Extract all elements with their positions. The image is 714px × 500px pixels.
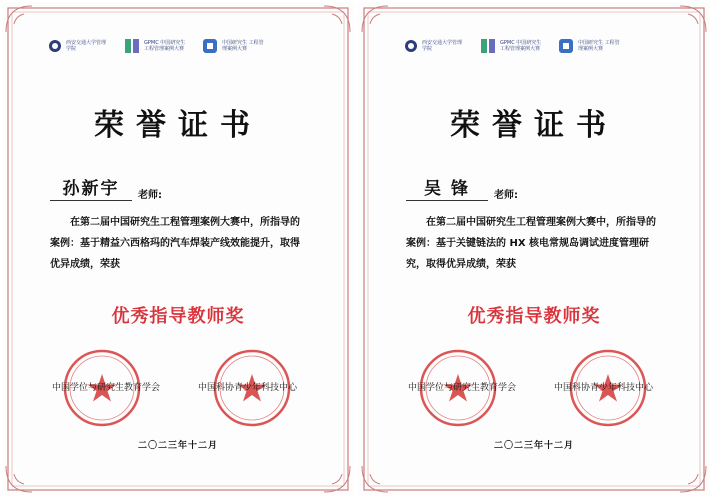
gpmc-emblem-icon [124,38,140,54]
issuer-1: 中国学位与研究生教育学会 [52,383,161,393]
issue-date: 二〇二三年十二月 [493,441,574,451]
contest-logo [558,38,622,54]
teacher-label: 老师: [494,190,518,201]
contest-logo-text: 中国研究生 工程管理案例大赛 [578,40,620,52]
certificate-body: 在第二届中国研究生工程管理案例大赛中，所指导的案例：基于精益六西格玛的汽车焊装产线效能提升，取得优异成绩，荣获 [50,217,300,270]
contest-emblem-icon [202,38,218,54]
contest-logo [202,38,266,54]
contest-logo-text: 中国研究生 工程管理案例大赛 [222,40,264,52]
gpmc-emblem-icon [480,38,496,54]
recipient-name: 吴 锋 [406,174,488,201]
certificate-title: 荣誉证书 [94,108,262,143]
issue-date: 二〇二三年十二月 [137,441,218,451]
award-title: 优秀指导教师奖 [111,306,245,327]
gpmc-logo [480,38,544,54]
university-logo [404,39,466,53]
certificate-left [2,2,354,496]
certificate-body: 在第二届中国研究生工程管理案例大赛中，所指导的案例：基于关键链法的 HX 核电常规岛调试进度管理研究，取得优异成绩，荣获 [406,217,656,270]
university-logo-text: 西安交通大学管理学院 [422,40,463,52]
award-title: 优秀指导教师奖 [467,306,601,327]
issuer-2: 中国科协青少年科技中心 [198,383,298,393]
university-logo-text: 西安交通大学管理学院 [66,40,107,52]
recipient-row [406,174,518,201]
university-emblem-icon [48,39,62,53]
recipient-row [50,174,162,201]
contest-emblem-icon [558,38,574,54]
teacher-label: 老师: [138,190,162,201]
logo-row [48,38,266,54]
gpmc-logo-text: GPMC 中国研究生工程管理案例大赛 [500,40,542,52]
issuer-2: 中国科协青少年科技中心 [554,383,654,393]
certificate-title: 荣誉证书 [450,108,618,143]
gpmc-logo-text: GPMC 中国研究生工程管理案例大赛 [144,40,186,52]
university-logo [48,39,110,53]
recipient-name: 孙新宇 [50,174,132,201]
gpmc-logo [124,38,188,54]
certificate-right [358,2,710,496]
university-emblem-icon [404,39,418,53]
issuer-1: 中国学位与研究生教育学会 [408,383,517,393]
logo-row [404,38,622,54]
